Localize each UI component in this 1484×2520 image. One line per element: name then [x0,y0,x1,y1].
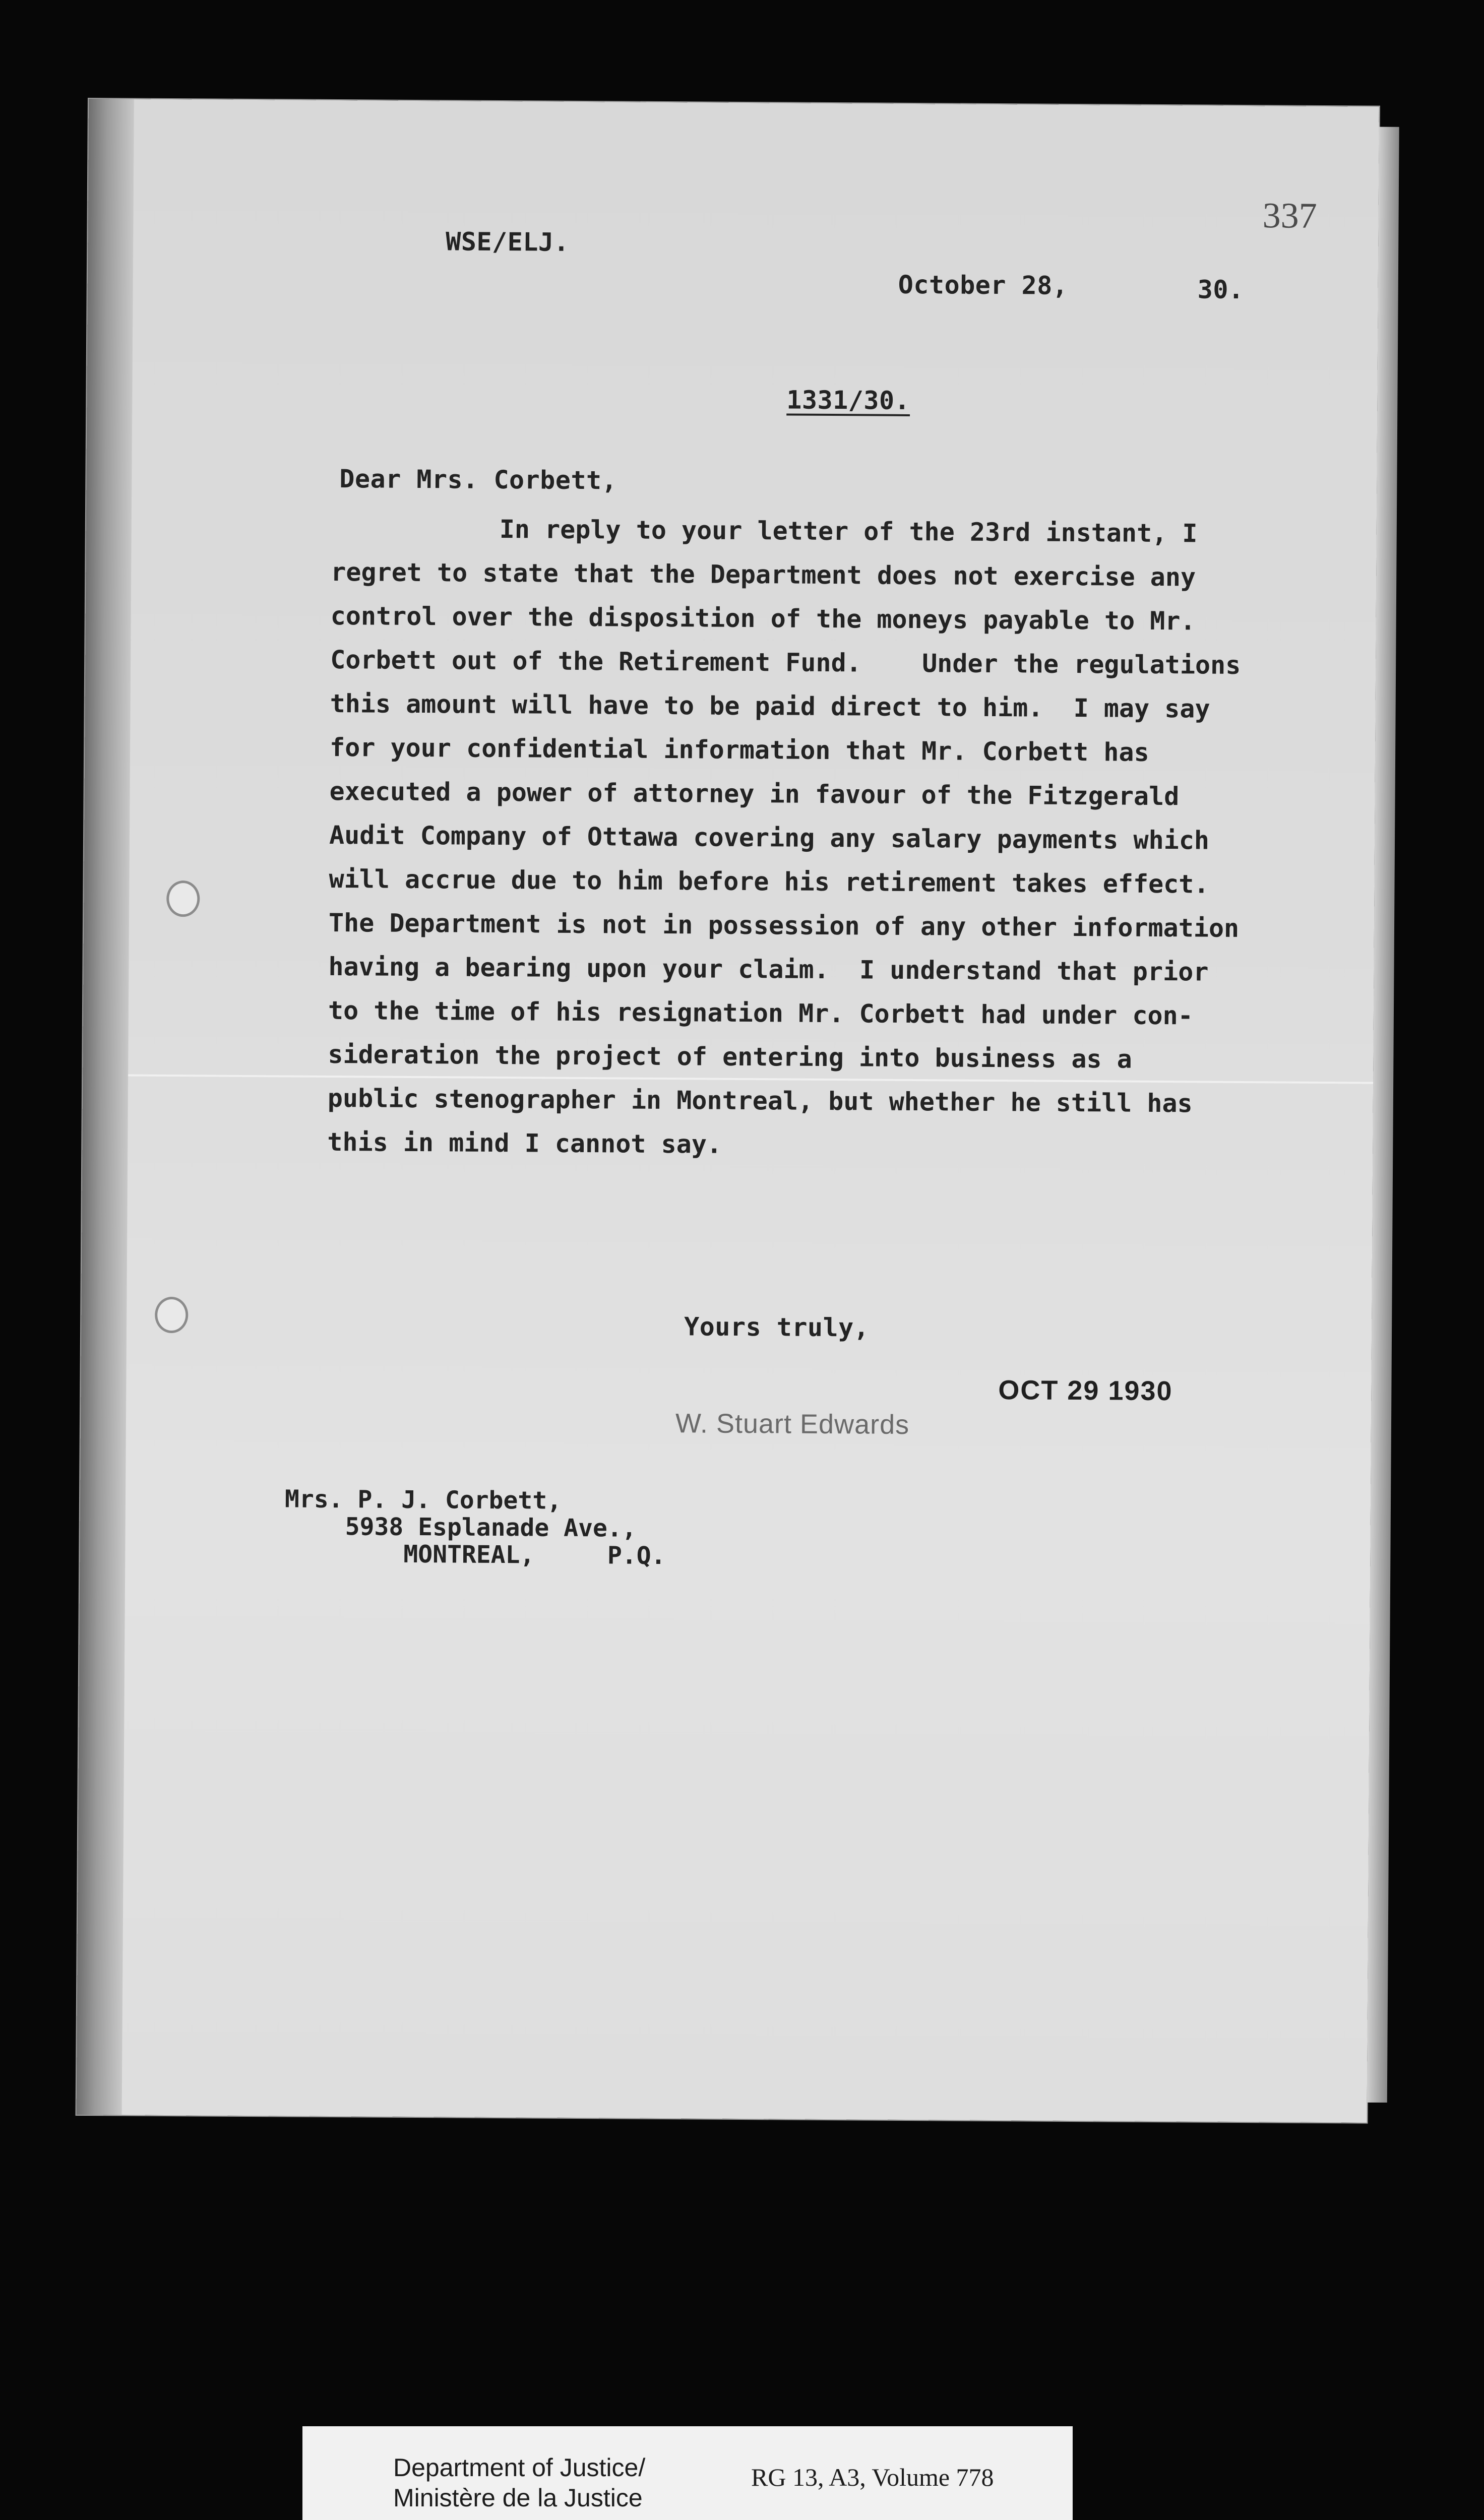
body-line: sideration the project of entering into business as a [328,1039,1133,1074]
archive-reference: RG 13, A3, Volume 778 [751,2463,994,2491]
sheet-right-edge [1367,127,1399,2103]
body-line: Audit Company of Ottawa covering any salary payments which [329,820,1210,855]
sheet-shadow-edge [77,99,134,2115]
addressee-city: MONTREAL, P.Q. [403,1540,666,1570]
body-line: to the time of his resignation Mr. Corbett had under con- [328,995,1193,1031]
salutation: Dear Mrs. Corbett, [339,464,617,495]
body-line: executed a power of attorney in favour of the Fitzgerald [329,776,1180,811]
body-line: In reply to your letter of the 23rd instant, I [499,514,1198,548]
date-stamp: OCT 29 1930 [998,1375,1173,1407]
letter-date-year: 30. [1197,275,1244,305]
letter-date: October 28, [898,270,1068,300]
body-line: this in mind I cannot say. [327,1127,722,1159]
body-line: The Department is not in possession of any other information [328,908,1240,943]
punch-hole-icon [166,880,200,917]
typist-initials: WSE/ELJ. [446,227,570,257]
body-line: this amount will have to be paid direct to him. I may say [330,688,1210,724]
signature: W. Stuart Edwards [675,1408,910,1440]
department-line-english: Department of Justice/ [393,2453,646,2482]
body-line: Corbett out of the Retirement Fund. Under the regulations [330,645,1241,680]
closing: Yours truly, [684,1312,870,1343]
addressee-street: 5938 Esplanade Ave., [345,1513,637,1543]
department-line-french: Ministère de la Justice [393,2484,643,2512]
letter-sheet [77,99,1379,2123]
punch-hole-icon [155,1297,188,1333]
body-line: having a bearing upon your claim. I understand that prior [328,952,1209,987]
addressee-name: Mrs. P. J. Corbett, [284,1485,562,1515]
body-line: control over the disposition of the moneys payable to Mr. [330,601,1196,636]
addressee-block [284,1485,666,1569]
body-line: regret to state that the Department does not exercise any [331,557,1196,592]
page-number: 337 [1262,195,1317,236]
department-name [393,2452,645,2513]
archive-reference-label [302,2426,1073,2520]
body-line: public stenographer in Montreal, but whether he still has [327,1083,1193,1118]
body-line: will accrue due to him before his retirement takes effect. [329,864,1209,899]
letter-body [327,514,1365,1177]
file-number: 1331/30. [786,385,910,415]
body-line: for your confidential information that Mr. Corbett has [329,732,1149,767]
